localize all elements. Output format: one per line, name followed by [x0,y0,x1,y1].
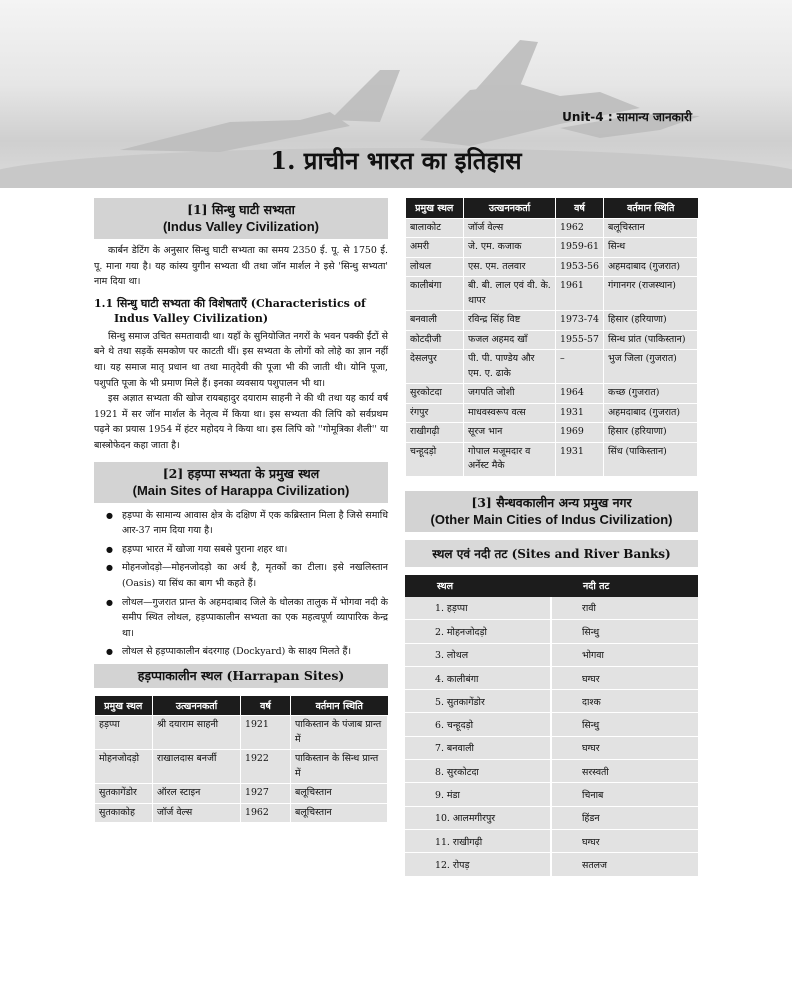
table-row [406,403,698,423]
section-3-title-english: (Other Main Cities of Indus Civilization) [430,511,673,527]
table-cell: 1931 [556,403,604,423]
table-cell: घग्घर [551,666,698,689]
table-row [95,750,388,784]
table-cell: बनवाली [406,311,464,331]
table-cell: 7. बनवाली [405,736,551,759]
table-row [95,784,388,804]
table-row [405,597,698,620]
table-row [405,853,698,876]
bullet-item: ● लोथल—गुजरात प्रान्त के अहमदाबाद जिले के धोलका तालुक में भोगवा नदी के समीप स्थित लोथल, हड़प्पाकालीन सभ्यता का एक महत्वपूर्ण व्यापारिक केन्द्र था। [94,595,388,642]
table-row [95,803,388,823]
table-row [406,384,698,404]
table-header-row [95,696,388,716]
table-row [405,783,698,806]
table-cell: सूरज भान [464,423,556,443]
table-cell: 1962 [241,803,291,823]
table-cell: कच्छ (गुजरात) [604,384,698,404]
table-cell: राखालदास बनर्जी [153,750,241,784]
column-header: वर्तमान स्थिति [291,696,388,716]
table-row [406,330,698,350]
table-cell: 4. कालीबंगा [405,666,551,689]
table-cell: ऑरल स्टाइन [153,784,241,804]
table-cell: भोगवा [551,643,698,666]
table-cell: 12. रोपड़ [405,853,551,876]
table-cell: 1931 [556,442,604,476]
table-cell: रावी [551,597,698,620]
column-header: वर्ष [556,198,604,218]
table-cell: राखीगढ़ी [406,423,464,443]
table-row [406,350,698,384]
column-header: उत्खननकर्ता [153,696,241,716]
table-cell: सुरकोटदा [406,384,464,404]
bullet-item: ● मोहनजोदड़ो—मोहनजोदड़ो का अर्थ है, मृतकों का टीला। इसे नखलिस्तान (Oasis) या सिंध का बाग भी कहते हैं। [94,560,388,591]
indus-sites-table [405,198,698,477]
table-cell: बलूचिस्तान [291,784,388,804]
section-1-title-english: (Indus Valley Civilization) [162,219,320,234]
column-header: नदी तट [551,575,698,597]
table-cell: पाकिस्तान के पंजाब प्रान्त में [291,716,388,750]
table-cell: सिन्ध [604,238,698,258]
table-row [405,620,698,643]
table-cell: जे. एम. कजाक [464,238,556,258]
harrapan-sites-heading [94,664,388,688]
table-cell: हिसार (हरियाणा) [604,311,698,331]
table-cell: 9. मंडा [405,783,551,806]
table-cell: चन्हूदड़ो [406,442,464,476]
table-cell: सिन्ध प्रांत (पाकिस्तान) [604,330,698,350]
table-cell: 2. मोहनजोदड़ो [405,620,551,643]
characteristics-heading: 1.1 सिन्धु घाटी सभ्यता की विशेषताएँ (Characteristics of Indus Valley Civilization) [94,296,366,325]
section-1-heading [94,198,388,239]
table-cell: 1. हड़प्पा [405,597,551,620]
table-cell: 6. चन्हूदड़ो [405,713,551,736]
table-cell: 8. सुरकोटदा [405,760,551,783]
table-cell: 1955-57 [556,330,604,350]
left-column [94,198,388,823]
table-cell: देसलपुर [406,350,464,384]
river-banks-table [405,575,698,877]
characteristics-paragraph-2: इस अज्ञात सभ्यता की खोज रायबहादुर दयाराम साहनी ने की थी तथा यह कार्य वर्ष 1921 में सर जॉन मार्शल के नेतृत्व में किया था। इस सभ्यता की लिपि को सर्वप्रथम पढ़ने का प्रयास 1954 में हंटर महोदय ने किया था। इस लिपि को ''गोमूत्रिका शैली'' या बास्त्रोफेदन कहा जाता है। [94,393,388,451]
harrapan-sites-table [94,696,388,824]
column-header: वर्ष [241,696,291,716]
table-cell: 1921 [241,716,291,750]
table-cell: श्री दयाराम साहनी [153,716,241,750]
table-cell: एस. एम. तलवार [464,257,556,277]
table-cell: सुतकाकोह [95,803,153,823]
column-header: प्रमुख स्थल [406,198,464,218]
table-cell: जॉर्ज वेल्स [153,803,241,823]
table-cell: अहमदाबाद (गुजरात) [604,257,698,277]
table-cell: 11. राखीगढ़ी [405,829,551,852]
table-row [406,277,698,311]
table-cell: बालाकोट [406,218,464,238]
table-row [405,760,698,783]
table-cell: पी. पी. पाण्डेय और एम. ए. ढाके [464,350,556,384]
table-cell: गंगानगर (राजस्थान) [604,277,698,311]
table-cell: बलूचिस्तान [604,218,698,238]
table-row [406,442,698,476]
table-cell: 3. लोथल [405,643,551,666]
table-cell: 5. सुतकागेंडोर [405,690,551,713]
table-row [406,218,698,238]
section-2-title-english: (Main Sites of Harappa Civilization) [132,482,350,498]
table-cell: मोहनजोदड़ो [95,750,153,784]
table-cell: 1922 [241,750,291,784]
intro-paragraph: कार्बन डेटिंग के अनुसार सिन्धु घाटी सभ्यता का समय 2350 ई. पू. से 1750 ई. पू. माना गया है। यह कांस्य युगीन सभ्यता थी तथा जॉन मार्शल ने इसे 'सिन्धु सभ्यता' नाम दिया था। [94,245,388,288]
table-cell: अहमदाबाद (गुजरात) [604,403,698,423]
table-row [405,829,698,852]
table-cell: कालीबंगा [406,277,464,311]
table-row [405,713,698,736]
table-cell: माधवस्वरूप वत्स [464,403,556,423]
harrapan-sites-title: हड़प्पाकालीन स्थल (Harrapan Sites) [137,667,345,683]
right-column [405,198,698,877]
table-cell: 10. आलमगीरपुर [405,806,551,829]
table-row [405,666,698,689]
table-cell: चिनाब [551,783,698,806]
table-row [95,716,388,750]
table-cell: घग्घर [551,829,698,852]
table-row [405,690,698,713]
table-row [405,806,698,829]
table-row [405,736,698,759]
table-row [406,311,698,331]
bullet-item: ● हड़प्पा भारत में खोजा गया सबसे पुराना शहर था। [94,542,388,558]
table-row [406,238,698,258]
table-cell: हिंडन [551,806,698,829]
table-cell: – [556,350,604,384]
table-cell: गोपाल मजूमदार व अर्नेस्ट मैके [464,442,556,476]
table-cell: रंगपुर [406,403,464,423]
section-1-title-hindi: [1] सिन्धु घाटी सभ्यता [187,202,295,217]
table-cell: 1969 [556,423,604,443]
table-cell: दाश्क [551,690,698,713]
column-header: स्थल [405,575,551,597]
table-cell: रविन्द्र सिंह विष्ट [464,311,556,331]
column-header: उत्खननकर्ता [464,198,556,218]
table-cell: 1927 [241,784,291,804]
table-cell: सिन्धु [551,620,698,643]
table-cell: सिंध (पाकिस्तान) [604,442,698,476]
table-cell: 1953-56 [556,257,604,277]
table-cell: हड़प्पा [95,716,153,750]
table-cell: सुतकागेंडोर [95,784,153,804]
section-2-title-hindi: [2] हड़प्पा सभ्यता के प्रमुख स्थल [162,465,320,481]
table-header-row [405,575,698,597]
table-row [406,423,698,443]
table-header-row [406,198,698,218]
table-cell: जगपति जोशी [464,384,556,404]
table-cell: भुज जिला (गुजरात) [604,350,698,384]
table-cell: बी. बी. लाल एवं वी. के. थापर [464,277,556,311]
table-cell: बलूचिस्तान [291,803,388,823]
table-cell: 1962 [556,218,604,238]
bullet-item: ● लोथल से हड़प्पाकालीन बंदरगाह (Dockyard) के साक्ष्य मिलते हैं। [94,644,388,660]
characteristics-paragraph-1: सिन्धु समाज उचित समतावादी था। यहाँ के सुनियोजित नगरों के भवन पक्की ईंटों से बने थे तथा सड़कें समकोण पर काटती थीं। इस सभ्यता के लोगों को लोहे का ज्ञान नहीं था। यह समाज मातृ प्रधान था तथा मातृदेवी की पूजा भी की जाती थी। योनि पूजा, पशुपति पूजा के भी प्रमाण मिले हैं। इनका व्यवसाय पशुपालन भी था। [94,330,388,389]
table-cell: 1973-74 [556,311,604,331]
table-row [405,643,698,666]
harappa-bullet-list [94,508,388,660]
section-3-heading [405,491,698,532]
table-cell: 1961 [556,277,604,311]
table-cell: पाकिस्तान के सिन्ध प्रान्त में [291,750,388,784]
table-cell: लोथल [406,257,464,277]
table-cell: जॉर्ज वेल्स [464,218,556,238]
table-cell: सतलज [551,853,698,876]
table-cell: घग्घर [551,736,698,759]
table-cell: हिसार (हरियाणा) [604,423,698,443]
table-cell: कोटदीजी [406,330,464,350]
river-banks-heading: स्थल एवं नदी तट (Sites and River Banks) [405,540,698,567]
chapter-title: 1. प्राचीन भारत का इतिहास [270,146,522,175]
table-row [406,257,698,277]
column-header: प्रमुख स्थल [95,696,153,716]
table-cell: अमरी [406,238,464,258]
section-2-heading [94,462,388,503]
table-cell: सरस्वती [551,760,698,783]
table-cell: 1959-61 [556,238,604,258]
unit-label: Unit-4 : सामान्य जानकारी [562,110,692,124]
table-cell: सिन्धु [551,713,698,736]
column-header: वर्तमान स्थिति [604,198,698,218]
table-cell: 1964 [556,384,604,404]
header-banner [0,0,792,188]
bullet-item: ● हड़प्पा के सामान्य आवास क्षेत्र के दक्षिण में एक कब्रिस्तान मिला है जिसे समाधि आर-37 नाम दिया गया है। [94,508,388,539]
table-cell: फजल अहमद खाँ [464,330,556,350]
section-3-title-hindi: [3] सैन्धवकालीन अन्य प्रमुख नगर [471,494,632,510]
